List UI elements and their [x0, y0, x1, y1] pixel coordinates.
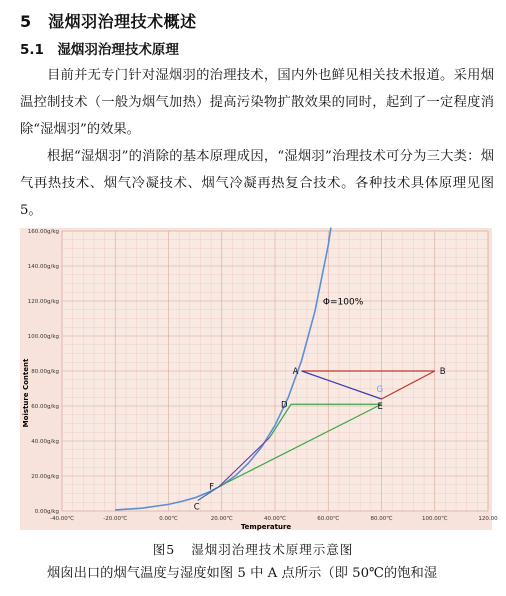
- chart-svg: [20, 228, 498, 531]
- saturation-curve-label: Φ=100%: [322, 297, 364, 308]
- point-label-b: B: [439, 367, 446, 377]
- x-tick-label: -40.00℃: [50, 516, 74, 522]
- figure-caption: [0, 540, 506, 558]
- x-tick-label: 80.00℃: [370, 516, 393, 522]
- y-tick-label: 40.00g/kg: [31, 439, 59, 445]
- y-tick-label: 0.00g/kg: [34, 509, 59, 515]
- y-tick-label: 20.00g/kg: [31, 474, 59, 480]
- point-label-g: G: [376, 384, 384, 395]
- paragraph-1: 目前并无专门针对湿烟羽的治理技术，国内外也鲜见相关技术报道。采用烟温控制技术（一般为烟气加热）提高污染物扩散效果的同时，起到了一定程度消除“湿烟羽”的效果。: [20, 68, 494, 137]
- x-axis-label: Temperature: [240, 523, 292, 531]
- x-tick-label: 40.00℃: [264, 516, 286, 522]
- y-tick-label: 80.00g/kg: [31, 369, 59, 375]
- psychrometric-chart: [20, 228, 498, 531]
- x-tick-label: -20.00℃: [103, 516, 128, 522]
- x-tick-label: 20.00℃: [210, 516, 233, 522]
- point-label-e: E: [377, 402, 383, 412]
- point-label-d: D: [280, 400, 288, 411]
- y-tick-label: 120.00g/kg: [27, 299, 59, 305]
- y-tick-label: 60.00g/kg: [31, 404, 59, 410]
- point-label-c: C: [193, 502, 200, 513]
- figure-number: 图5: [152, 542, 176, 557]
- y-tick-label: 160.00g/kg: [27, 229, 59, 235]
- figure-title: 湿烟羽治理技术原理示意图: [191, 542, 354, 557]
- x-tick-label: 0.00℃: [159, 516, 178, 522]
- subsection-heading: 5.1 湿烟羽治理技术原理: [20, 42, 179, 58]
- point-label-a: A: [292, 367, 299, 377]
- x-tick-label: 60.00℃: [317, 516, 340, 522]
- x-tick-label: 100.00℃: [422, 516, 448, 522]
- x-tick-label: 120.00: [478, 516, 498, 522]
- paragraph-2: 根据“湿烟羽”的消除的基本原理成因，“湿烟羽”治理技术可分为三大类：烟气再热技术、烟气冷凝技术、烟气冷凝再热复合技术。各种技术具体原理见图 5。: [20, 149, 494, 218]
- y-axis-label: Moisture Content: [22, 358, 30, 428]
- y-tick-label: 140.00g/kg: [27, 264, 59, 270]
- y-tick-label: 100.00g/kg: [27, 334, 59, 340]
- point-label-f: F: [209, 482, 214, 493]
- section-heading: 5 湿烟羽治理技术概述: [20, 12, 197, 31]
- paragraph-3: 烟囱出口的烟气温度与湿度如图 5 中 A 点所示（即 50℃的饱和湿: [47, 566, 438, 581]
